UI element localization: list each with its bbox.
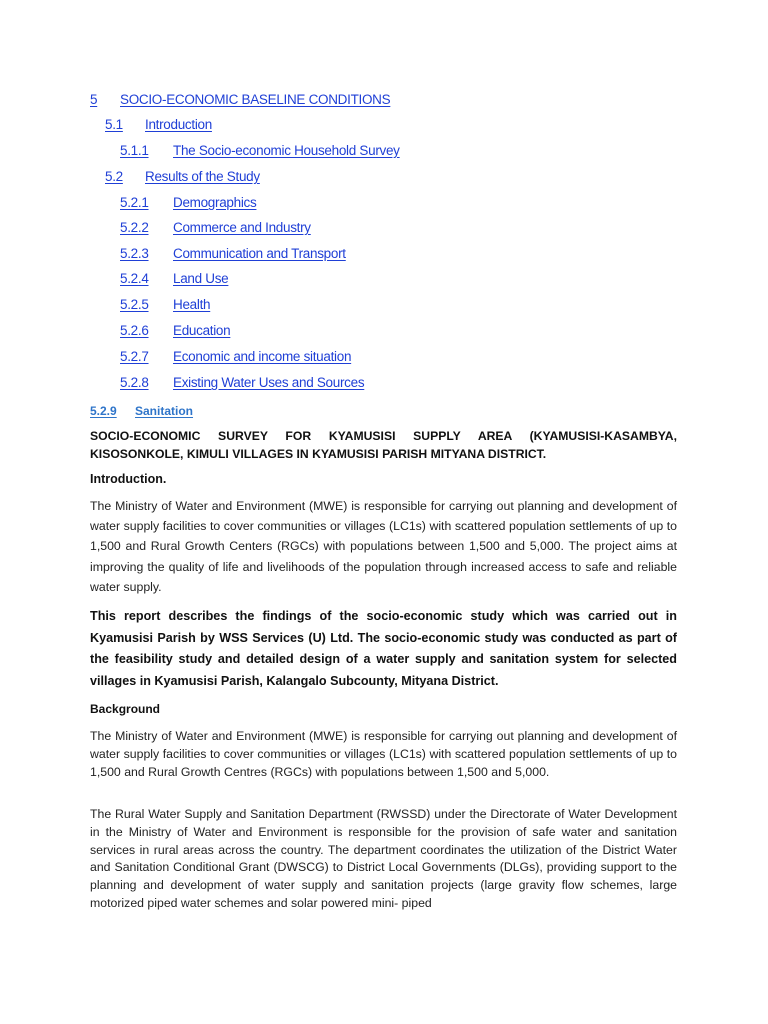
toc-entry[interactable] <box>120 375 364 390</box>
toc-entry[interactable] <box>120 143 400 158</box>
toc-entry-number[interactable]: 5.2.5 <box>120 297 149 312</box>
toc-entry-number[interactable]: 5.2.7 <box>120 349 149 364</box>
toc-entry[interactable] <box>90 92 390 107</box>
toc-entry-number[interactable]: 5 <box>90 92 98 107</box>
toc-entry-label[interactable]: The Socio-economic Household Survey <box>173 143 400 158</box>
toc-entry-label[interactable]: Results of the Study <box>145 169 260 184</box>
rwssd-paragraph: The Rural Water Supply and Sanitation Department (RWSSD) under the Directorate of Water Development in the Ministry of Water and Environment is responsible for the provision of safe water and sanitation services in rural areas across the country. The department coordinates the utilization of the District Water and Sanitation Conditional Grant (DWSCG) to District Local Governments (DLGs), providing support to the planning and development of water supply and sanitation projects (large gravity flow schemes, large motorized piped water schemes and solar powered mini- piped <box>90 807 677 910</box>
toc-entry-label[interactable]: Health <box>173 297 211 312</box>
toc-entry-label[interactable]: Demographics <box>173 195 257 210</box>
toc-entry[interactable] <box>120 195 256 210</box>
toc-entry-number[interactable]: 5.2.3 <box>120 246 149 261</box>
survey-title: SOCIO-ECONOMIC SURVEY FOR KYAMUSISI SUPPLY AREA (KYAMUSISI-KASAMBYA, KISOSONKOLE, KIMULI VILLAGES IN KYAMUSISI PARISH MITYANA DISTRICT. <box>90 429 677 461</box>
toc-entry-label[interactable]: Education <box>173 323 231 338</box>
sanitation-heading-number[interactable]: 5.2.9 <box>90 404 117 418</box>
report-paragraph: This report describes the findings of the socio-economic study which was carried out in Kyamusisi Parish by WSS Services (U) Ltd. The socio-economic study was conducted as part of the feasibility study and detailed design of a water supply and sanitation system for selected villages in Kyamusisi Parish, Kalangalo Subcounty, Mityana District. <box>90 609 677 688</box>
sanitation-heading-label[interactable]: Sanitation <box>135 404 194 418</box>
introduction-heading: Introduction. <box>90 472 167 486</box>
toc-entry-number[interactable]: 5.1 <box>105 117 123 132</box>
toc-entry[interactable] <box>105 169 260 184</box>
toc-entry-label[interactable]: Existing Water Uses and Sources <box>173 375 365 390</box>
toc-entry-number[interactable]: 5.2.2 <box>120 220 149 235</box>
toc-entry-number[interactable]: 5.1.1 <box>120 143 149 158</box>
toc-entry-label[interactable]: Land Use <box>173 271 229 286</box>
toc-entry-label[interactable]: Introduction <box>145 117 212 132</box>
toc-entry-number[interactable]: 5.2.4 <box>120 271 149 286</box>
toc-entry-label[interactable]: Commerce and Industry <box>173 220 311 235</box>
toc-entry-number[interactable]: 5.2.1 <box>120 195 149 210</box>
toc-entry[interactable] <box>120 246 346 261</box>
toc-entry[interactable] <box>120 271 228 286</box>
toc-entry[interactable] <box>105 117 212 132</box>
toc-entry[interactable] <box>120 323 230 338</box>
introduction-paragraph: The Ministry of Water and Environment (MWE) is responsible for carrying out planning and development of water supply facilities to cover communities or villages (LC1s) with scattered population settlements of up to 1,500 and Rural Growth Centers (RGCs) with populations between 1,500 and 5,000. The project aims at improving the quality of life and livelihoods of the population through increased access to safe and reliable water supply. <box>90 499 677 594</box>
toc-entry-label[interactable]: SOCIO-ECONOMIC BASELINE CONDITIONS <box>120 92 391 107</box>
toc-entry-number[interactable]: 5.2.8 <box>120 375 149 390</box>
toc-entry[interactable] <box>120 349 351 364</box>
toc-entry-label[interactable]: Communication and Transport <box>173 246 346 261</box>
background-heading: Background <box>90 702 161 716</box>
sanitation-heading[interactable] <box>90 404 193 418</box>
toc-entry-label[interactable]: Economic and income situation <box>173 349 352 364</box>
background-paragraph: The Ministry of Water and Environment (MWE) is responsible for carrying out planning and development of water supply facilities to cover communities or villages (LC1s) with scattered population settlements of up to 1,500 and Rural Growth Centres (RGCs) with populations between 1,500 and 5,000. <box>90 729 677 779</box>
toc-entry-number[interactable]: 5.2.6 <box>120 323 149 338</box>
toc-entry-number[interactable]: 5.2 <box>105 169 123 184</box>
toc-entry[interactable] <box>120 297 210 312</box>
toc-entry[interactable] <box>120 220 311 235</box>
